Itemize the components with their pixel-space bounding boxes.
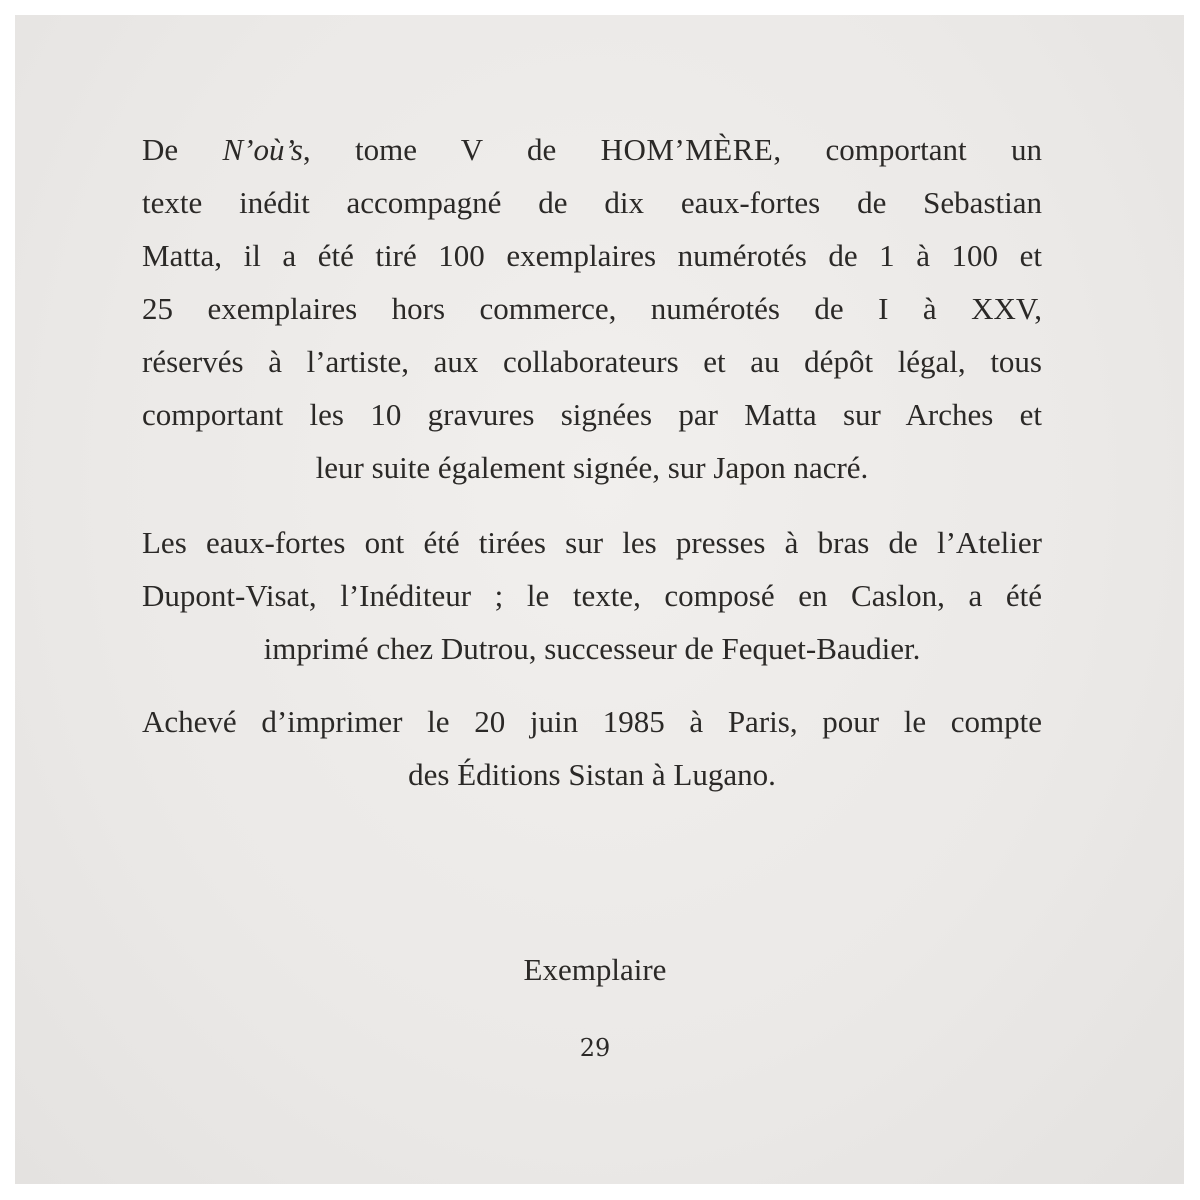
exemplaire-label: Exemplaire [523, 952, 667, 987]
colophon-sheet [15, 15, 1184, 1184]
paragraph-gap [142, 675, 1042, 695]
line-middle: , tome V de [302, 132, 601, 167]
copy-number: 29 [579, 1034, 611, 1062]
paragraph-2-line-2: Dupont-Visat, l’Inéditeur ; le texte, composé en Caslon, a été [142, 578, 1042, 613]
paragraph-3-line-2: des Éditions Sistan à Lugano. [408, 757, 776, 792]
line-suffix: , comportant un [773, 132, 1042, 167]
paragraph-2-line-1: Les eaux-fortes ont été tirées sur les presses à bras de l’Atelier [142, 525, 1042, 560]
paragraph-1-line-2: texte inédit accompagné de dix eaux-fortes de Sebastian [142, 185, 1042, 220]
paragraph-1-line-5: réservés à l’artiste, aux collaborateurs et au dépôt légal, tous [142, 344, 1042, 379]
paragraph-1-line-3: Matta, il a été tiré 100 exemplaires numérotés de 1 à 100 et [142, 238, 1042, 273]
paragraph-gap [142, 494, 1042, 516]
paragraph-1-line-6: comportant les 10 gravures signées par Matta sur Arches et [142, 397, 1042, 432]
paragraph-3-line-1: Achevé d’imprimer le 20 juin 1985 à Paris, pour le compte [142, 704, 1042, 739]
paragraph-1-line-1 [142, 123, 1042, 176]
paragraph-2-line-3: imprimé chez Dutrou, successeur de Fequet-Baudier. [263, 631, 921, 666]
colophon-text [142, 123, 1042, 801]
paragraph-1-line-7: leur suite également signée, sur Japon nacré. [315, 450, 869, 485]
book-title: N’où’s [222, 132, 303, 167]
paragraph-1-line-4: 25 exemplaires hors commerce, numérotés de I à XXV, [142, 291, 1042, 326]
series-title: HOM’MÈRE [600, 132, 774, 167]
line-prefix: De [142, 132, 223, 167]
